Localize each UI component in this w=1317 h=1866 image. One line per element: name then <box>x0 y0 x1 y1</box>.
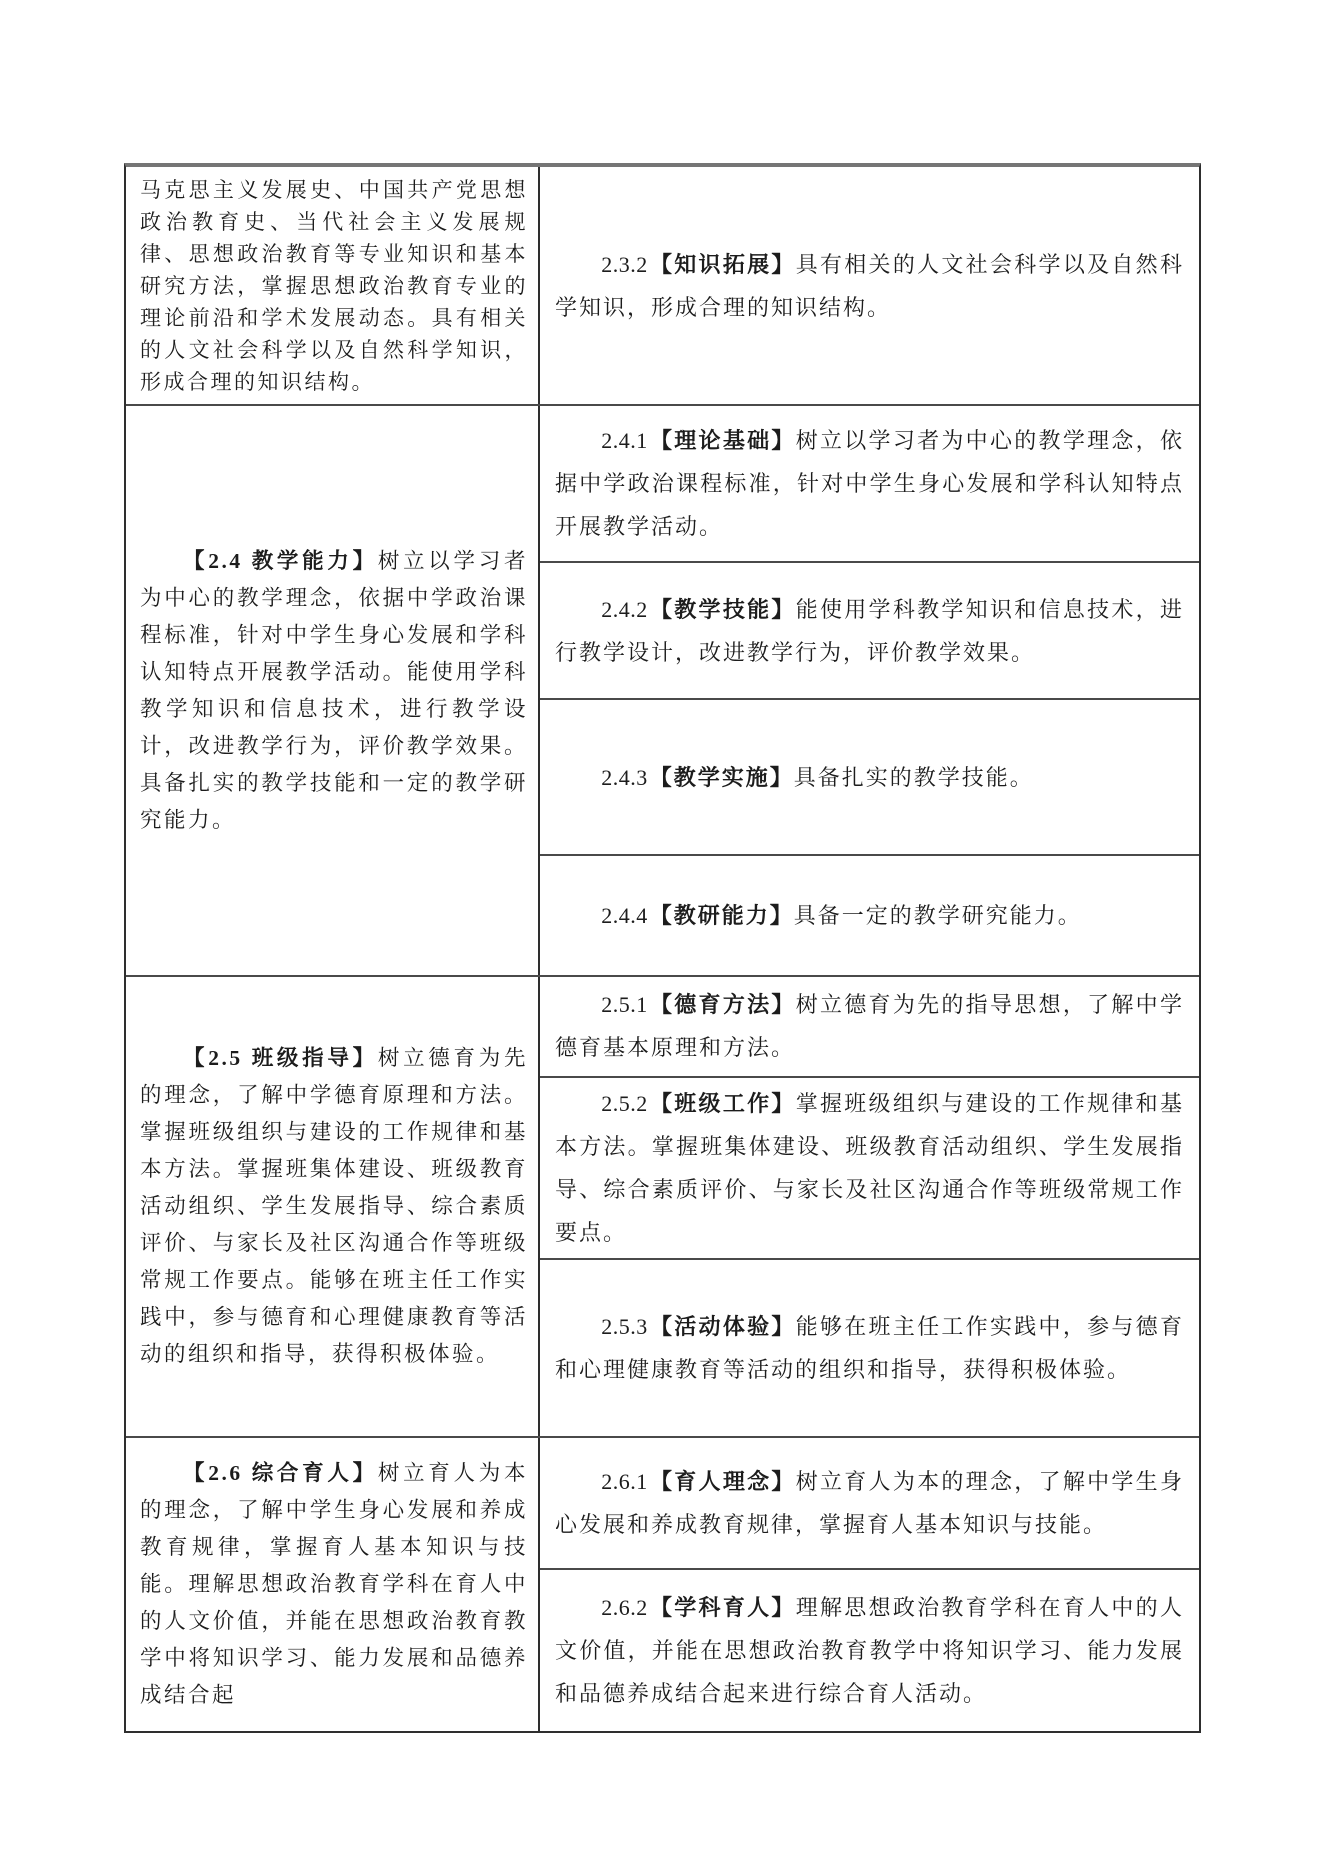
right-column-row4 <box>540 1438 1199 1731</box>
clause-number: 2.5.1 <box>601 992 648 1018</box>
left-cell-2-4 <box>126 406 540 975</box>
cell-2-4-1 <box>540 406 1199 561</box>
clause-label: 【育人理念】 <box>649 1469 796 1495</box>
clause-text: 马克思主义发展史、中国共产党思想政治教育史、当代社会主义发展规律、思想政治教育等专业知识和基本研究方法，掌握思想政治教育专业的理论前沿和学术发展动态。具有相关的人文社会科学以及自然科学知识，形成合理的知识结构。 <box>140 177 528 394</box>
clause-number: 2.6.2 <box>601 1595 648 1621</box>
clause-text: 掌握班级组织与建设的工作规律和基本方法。掌握班集体建设、班级教育活动组织、学生发展指导、综合素质评价、与家长及社区沟通合作等班级常规工作要点。 <box>555 1090 1184 1245</box>
clause-text: 具有相关的人文社会科学以及自然科学知识，形成合理的知识结构。 <box>555 251 1184 320</box>
left-cell-text <box>126 172 538 400</box>
clause-text: 树立以学习者为中心的教学理念，依据中学政治课程标准，针对中学生身心发展和学科认知特点开展教学活动。 <box>555 428 1184 540</box>
table-row-2-6 <box>126 1436 1199 1731</box>
clause-paragraph <box>540 1584 1199 1717</box>
section-heading: 【2.5 班级指导】 <box>183 1046 378 1070</box>
table-row-2-5 <box>126 975 1199 1436</box>
left-cell-2-6 <box>126 1438 540 1731</box>
cell-2-6-2 <box>540 1568 1199 1731</box>
right-column-row1 <box>540 167 1199 404</box>
clause-number: 2.5.3 <box>601 1313 648 1339</box>
left-cell-text <box>126 1451 538 1718</box>
clause-label: 【知识拓展】 <box>649 251 796 277</box>
cell-2-3-2 <box>540 167 1199 404</box>
clause-paragraph <box>540 981 1199 1071</box>
clause-paragraph <box>540 586 1199 676</box>
clause-number: 2.5.2 <box>601 1090 648 1116</box>
clause-text: 树立德育为先的理念，了解中学德育原理和方法。掌握班级组织与建设的工作规律和基本方法。掌握班集体建设、班级教育活动组织、学生发展指导、综合素质评价、与家长及社区沟通合作等班级常规工作要点。能够在班主任工作实践中，参与德育和心理健康教育等活动的组织和指导，获得积极体验。 <box>140 1046 528 1366</box>
cell-2-5-2 <box>540 1076 1199 1258</box>
table-row-knowledge <box>126 167 1199 404</box>
clause-label: 【活动体验】 <box>649 1313 796 1339</box>
clause-text: 能使用学科教学知识和信息技术，进行教学设计，改进教学行为，评价教学效果。 <box>555 596 1184 665</box>
right-column-row2 <box>540 406 1199 975</box>
clause-number: 2.4.4 <box>601 903 648 929</box>
clause-label: 【理论基础】 <box>649 428 796 454</box>
clause-text: 树立德育为先的指导思想，了解中学德育基本原理和方法。 <box>555 992 1184 1061</box>
clause-text: 树立以学习者为中心的教学理念，依据中学政治课程标准，针对中学生身心发展和学科认知特点开展教学活动。能使用学科教学知识和信息技术，进行教学设计，改进教学行为，评价教学效果。具备扎实的教学技能和一定的教学研究能力。 <box>140 548 528 832</box>
cell-2-5-3 <box>540 1258 1199 1436</box>
left-cell-2-5 <box>126 977 540 1436</box>
clause-number: 2.3.2 <box>601 251 648 277</box>
clause-text: 具备一定的教学研究能力。 <box>793 903 1082 929</box>
section-heading: 【2.6 综合育人】 <box>183 1461 378 1485</box>
clause-label: 【教学技能】 <box>649 596 796 622</box>
clause-text: 树立育人为本的理念，了解中学生身心发展和养成教育规律，掌握育人基本知识与技能。 <box>555 1469 1184 1538</box>
clause-text: 理解思想政治教育学科在育人中的人文价值，并能在思想政治教育教学中将知识学习、能力发展和品德养成结合起来进行综合育人活动。 <box>555 1595 1184 1707</box>
competency-table <box>124 163 1201 1733</box>
cell-2-4-4 <box>540 854 1199 975</box>
left-cell-text <box>126 539 538 843</box>
clause-paragraph <box>540 892 1199 939</box>
clause-text: 树立育人为本的理念，了解中学生身心发展和养成教育规律，掌握育人基本知识与技能。理解思想政治教育学科在育人中的人文价值，并能在思想政治教育教学中将知识学习、能力发展和品德养成结合起 <box>140 1461 528 1707</box>
clause-paragraph <box>540 241 1199 331</box>
cell-2-6-1 <box>540 1438 1199 1568</box>
clause-text: 能够在班主任工作实践中，参与德育和心理健康教育等活动的组织和指导，获得积极体验。 <box>555 1313 1184 1382</box>
clause-label: 【教研能力】 <box>649 903 794 929</box>
cell-2-4-3 <box>540 698 1199 854</box>
clause-label: 【教学实施】 <box>649 764 794 790</box>
clause-paragraph <box>540 1303 1199 1393</box>
left-cell-knowledge-continuation <box>126 167 540 404</box>
clause-paragraph <box>540 417 1199 550</box>
clause-number: 2.4.1 <box>601 428 648 454</box>
cell-2-5-1 <box>540 977 1199 1076</box>
table-row-2-4 <box>126 404 1199 975</box>
clause-number: 2.4.3 <box>601 764 648 790</box>
section-heading: 【2.4 教学能力】 <box>183 548 378 573</box>
left-cell-text <box>126 1036 538 1377</box>
clause-label: 【学科育人】 <box>649 1595 796 1621</box>
clause-label: 【德育方法】 <box>649 992 796 1018</box>
clause-paragraph <box>540 1458 1199 1548</box>
clause-number: 2.6.1 <box>601 1469 648 1495</box>
clause-number: 2.4.2 <box>601 596 648 622</box>
clause-paragraph <box>540 754 1199 801</box>
clause-label: 【班级工作】 <box>649 1090 796 1116</box>
right-column-row3 <box>540 977 1199 1436</box>
clause-paragraph <box>540 1080 1199 1256</box>
clause-text: 具备扎实的教学技能。 <box>793 764 1034 790</box>
cell-2-4-2 <box>540 561 1199 698</box>
